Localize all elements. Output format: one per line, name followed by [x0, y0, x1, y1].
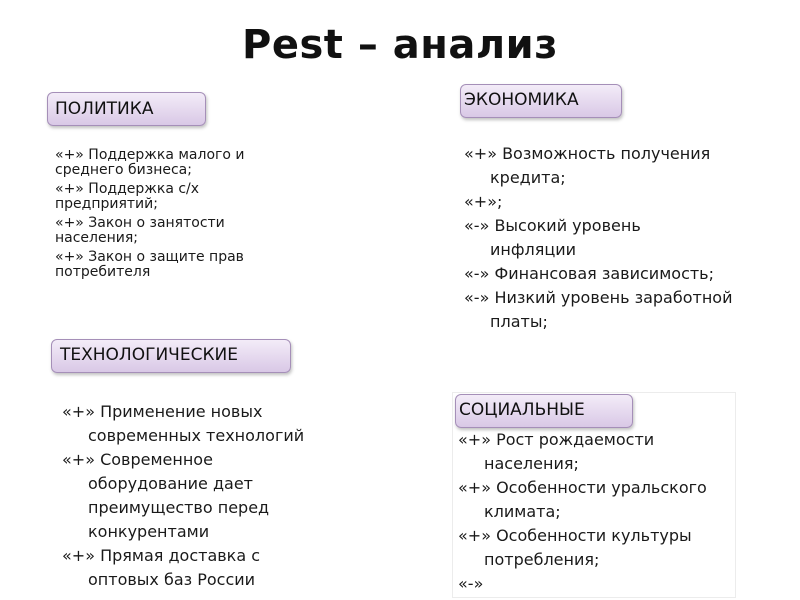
economics-label: ЭКОНОМИКА	[464, 90, 579, 110]
list-item: «+» Поддержка малого и среднего бизнеса;	[55, 147, 245, 178]
list-item: «+» Закон о защите прав потребителя	[55, 249, 244, 280]
list-item: «+»;	[464, 192, 503, 211]
list-item: «+» Применение новых современных технологий	[62, 402, 305, 445]
list-item: «+» Поддержка с/х предприятий;	[55, 181, 200, 212]
politics-label: ПОЛИТИКА	[55, 99, 154, 119]
politics-list	[55, 148, 280, 284]
social-label: СОЦИАЛЬНЫЕ	[459, 400, 585, 420]
list-item: «-» Низкий уровень заработной платы;	[464, 288, 733, 331]
list-item: «-» Высокий уровень инфляции	[464, 216, 641, 259]
list-item: «+» Рост рождаемости населения;	[458, 430, 655, 473]
list-item: «-» Финансовая зависимость;	[464, 264, 714, 283]
technology-list	[62, 400, 342, 592]
social-list	[458, 428, 730, 596]
list-item: «+» Особенности уральского климата;	[458, 478, 707, 521]
economics-list	[464, 142, 764, 334]
list-item: «+» Прямая доставка с оптовых баз России	[62, 546, 261, 589]
list-item: «+» Особенности культуры потребления;	[458, 526, 692, 569]
list-item: «+» Современное оборудование дает преимущество перед конкурентами	[62, 450, 270, 541]
technology-label: ТЕХНОЛОГИЧЕСКИЕ	[60, 345, 238, 365]
list-item: «+» Возможность получения кредита;	[464, 144, 711, 187]
list-item: «-»	[458, 574, 484, 593]
list-item: «+» Закон о занятости населения;	[55, 215, 225, 246]
page-title: Pest – анализ	[242, 22, 558, 68]
